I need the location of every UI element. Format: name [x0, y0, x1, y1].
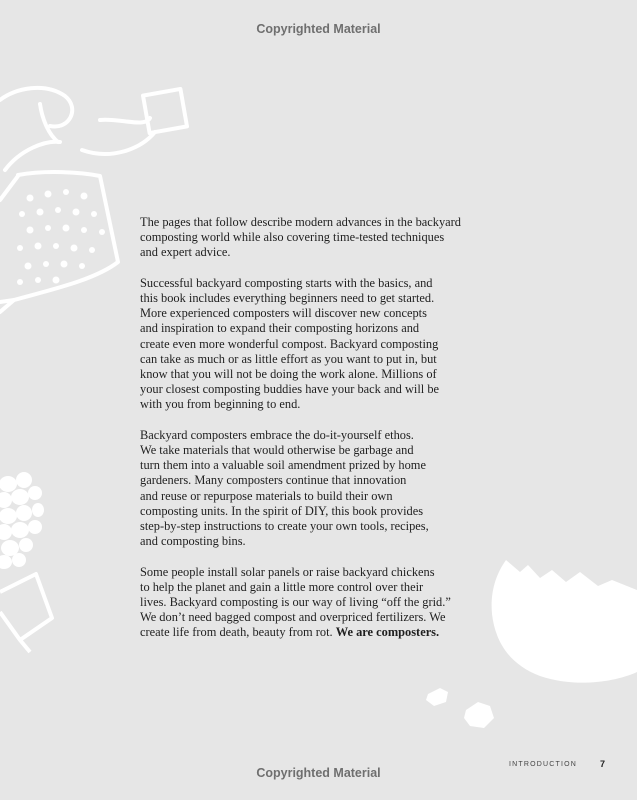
text-line: Successful backyard composting starts with the basics, and — [140, 275, 433, 290]
text-line — [140, 625, 480, 640]
copyright-watermark-top: Copyrighted Material — [256, 22, 381, 36]
tea-bag-leaves — [17, 189, 105, 285]
corn-cob-icon — [0, 472, 44, 569]
footer-section-label: INTRODUCTION — [509, 761, 578, 768]
paragraph — [140, 565, 480, 641]
eggshell-icon — [492, 560, 637, 683]
text-line-start: create life from death, beauty from rot. — [140, 625, 336, 640]
body-text — [140, 215, 480, 656]
text-line: gardeners. Many composters continue that innovation — [140, 473, 407, 488]
text-line: know that you will not be doing the work alone. Millions of — [140, 367, 437, 382]
text-line: this book includes everything beginners need to get started. — [140, 291, 435, 305]
text-line: Some people install solar panels or raise backyard chickens — [140, 564, 435, 579]
text-line: composting units. In the spirit of DIY, this book provides — [140, 503, 424, 518]
paragraph — [140, 276, 480, 413]
text-line: and inspiration to expand their composting horizons and — [140, 321, 420, 336]
text-line: to help the planet and gain a little more control over their — [140, 579, 424, 594]
text-line: lives. Backyard composting is our way of living “off the grid.” — [140, 595, 451, 610]
copyright-watermark-bottom: Copyrighted Material — [256, 766, 381, 780]
paragraph — [140, 215, 480, 261]
text-line: turn them into a valuable soil amendment prized by home — [140, 458, 426, 473]
emphasis-text: We are composters. — [335, 625, 440, 640]
text-line: We take materials that would otherwise be garbage and — [140, 443, 414, 458]
text-line: with you from beginning to end. — [140, 397, 301, 412]
text-line: and expert advice. — [140, 245, 231, 260]
text-line: Backyard composters embrace the do-it-yourself ethos. — [140, 427, 414, 442]
text-line: The pages that follow describe modern advances in the backyard — [140, 215, 462, 229]
text-line: your closest composting buddies have your back and will be — [140, 382, 440, 397]
box-icon — [0, 574, 52, 652]
paragraph — [140, 428, 480, 550]
eggshell-fragment-icon — [426, 688, 494, 728]
text-line: and composting bins. — [140, 534, 246, 549]
text-line: More experienced composters will discover new concepts — [140, 306, 427, 321]
text-line: create even more wonderful compost. Backyard composting — [140, 336, 439, 351]
text-line: can take as much or as little effort as you want to put in, but — [140, 351, 437, 366]
text-line: and reuse or repurpose materials to build their own — [140, 488, 393, 503]
text-line: step-by-step instructions to create your own tools, recipes, — [140, 519, 429, 534]
page-number: 7 — [600, 759, 606, 769]
text-line: We don’t need bagged compost and overpriced fertilizers. We — [140, 610, 446, 625]
text-line: composting world while also covering time-tested techniques — [140, 230, 445, 245]
